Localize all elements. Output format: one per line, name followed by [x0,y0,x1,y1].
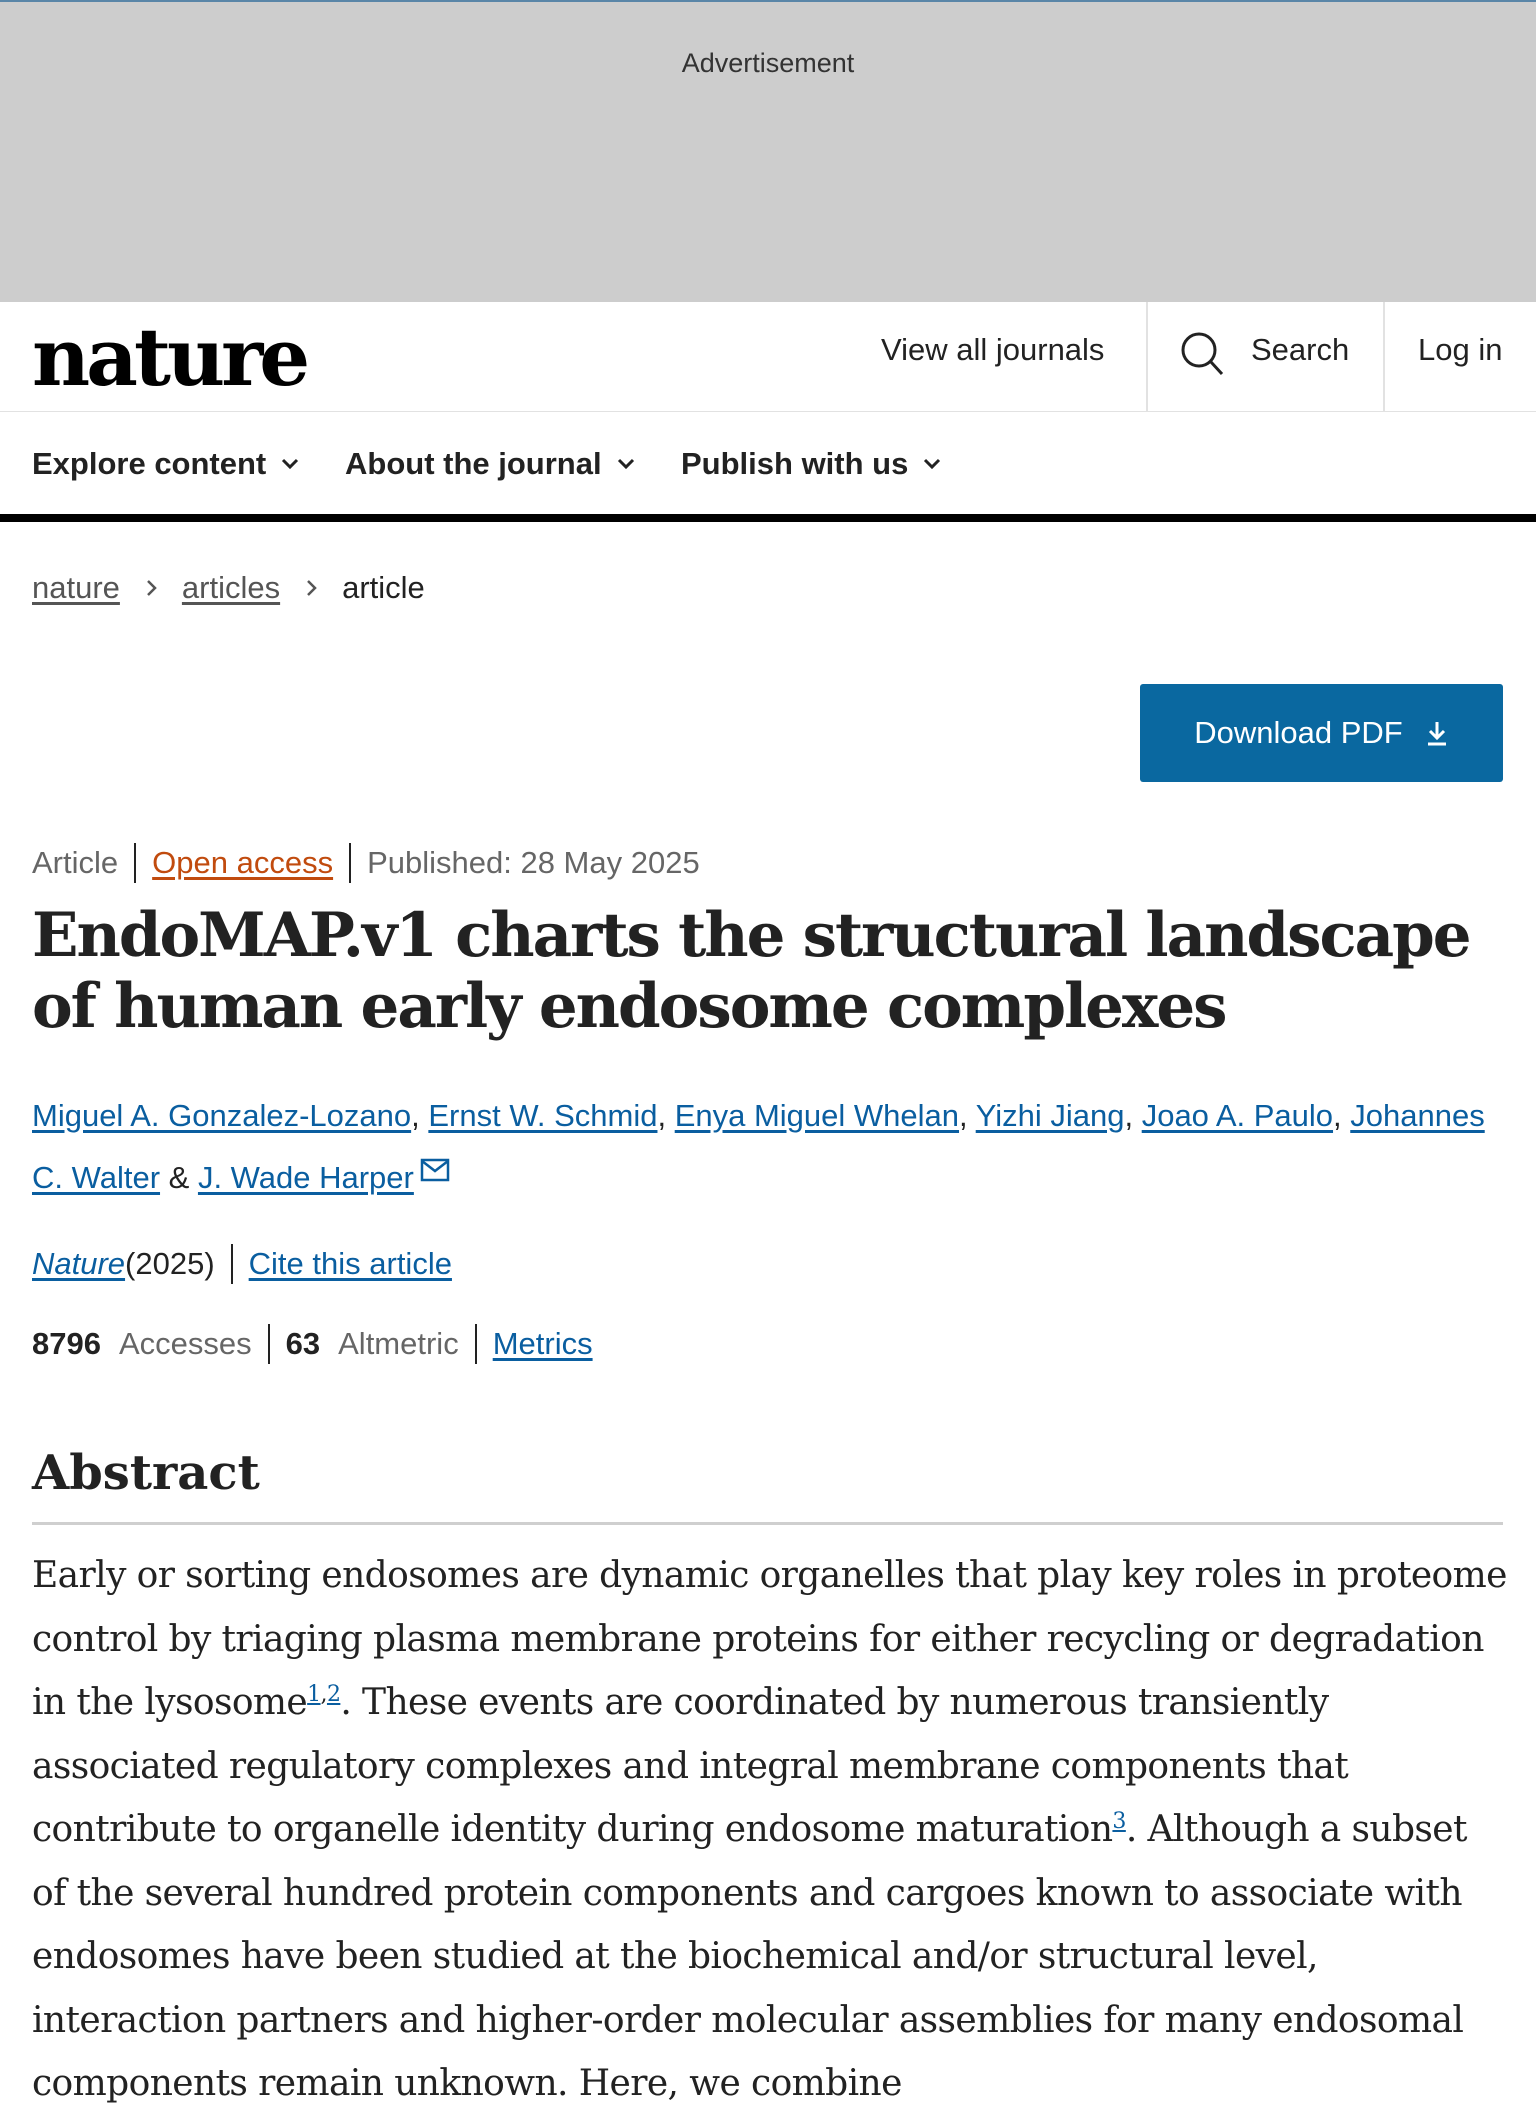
abstract-text-part: . These events are coordinated by numerous transiently associated regulatory complexes and integral membrane components that contribute to organelle identity during endosome maturation [32,1682,1349,1850]
author-list [32,1085,1512,1209]
download-icon [1425,719,1449,747]
metrics-row [32,1324,593,1364]
article-meta [32,843,700,883]
altmetric-count: 63 [285,1326,321,1361]
author-link[interactable]: Enya Miguel Whelan [674,1098,960,1133]
breadcrumb [32,570,425,606]
download-pdf-label: Download PDF [1194,715,1403,750]
publish-with-us-label: Publish with us [681,446,909,481]
reference-link[interactable]: 3 [1112,1809,1126,1834]
author-separator: , [1333,1098,1351,1133]
about-journal-label: About the journal [345,446,602,481]
breadcrumb-home-link[interactable]: nature [32,570,120,605]
advertisement-banner[interactable] [0,0,1536,302]
reference-superscript [307,1682,340,1707]
author-link[interactable]: Miguel A. Gonzalez-Lozano [32,1098,412,1133]
reference-separator: , [320,1682,327,1707]
abstract-text [32,1544,1507,2116]
header-divider [1146,302,1148,412]
chevron-down-icon [616,457,636,471]
publish-with-us-menu[interactable] [681,446,942,482]
chevron-down-icon [922,457,942,471]
abstract-divider [32,1522,1503,1525]
login-link[interactable]: Log in [1418,332,1503,367]
explore-content-label: Explore content [32,446,267,481]
article-title: EndoMAP.v1 charts the structural landscape of human early endosome complexes [32,900,1470,1042]
abstract-heading: Abstract [32,1445,260,1501]
chevron-down-icon [280,457,300,471]
breadcrumb-current: article [342,570,425,605]
chevron-right-icon [304,578,318,598]
header-divider [1383,302,1385,412]
download-pdf-button[interactable] [1140,684,1503,782]
divider [134,843,136,883]
author-link[interactable]: Johannes C. Walter [32,1098,1485,1195]
journal-link[interactable]: Nature [32,1246,126,1281]
divider [475,1324,477,1364]
chevron-right-icon [144,578,158,598]
site-header [0,302,1536,412]
publication-year: (2025) [125,1246,215,1281]
view-all-journals-link[interactable]: View all journals [881,332,1105,367]
author-link[interactable]: Ernst W. Schmid [428,1098,658,1133]
accesses-count: 8796 [32,1326,101,1361]
abstract-text-part: . Although a subset of the several hundred protein components and cargoes known to associate with endosomes have been studied at the biochemical and/or structural level, interaction partners and higher-order molecular assemblies for many endosomal components remain unknown. Here, we combine [32,1809,1467,2104]
author-separator: , [1124,1098,1142,1133]
divider [349,843,351,883]
published-date: Published: 28 May 2025 [367,845,700,880]
cite-article-link[interactable]: Cite this article [248,1246,452,1281]
accesses-label: Accesses [118,1326,252,1361]
secondary-nav [0,412,1536,522]
author-separator: , [959,1098,976,1133]
author-separator: & [160,1160,198,1195]
metrics-link[interactable]: Metrics [492,1326,593,1361]
search-icon[interactable] [1180,331,1224,377]
author-separator: , [657,1098,675,1133]
reference-superscript [1112,1809,1125,1834]
about-journal-menu[interactable] [345,446,636,482]
divider [231,1244,233,1284]
search-button[interactable]: Search [1251,332,1350,367]
explore-content-menu[interactable] [32,446,300,482]
reference-link[interactable]: 1 [307,1682,321,1707]
mail-icon[interactable] [420,1158,450,1182]
abstract-text-part: Early or sorting endosomes are dynamic organelles that play key roles in proteome control by triaging plasma membrane proteins for either recycling or degradation in the lysosome [32,1555,1507,1723]
divider [268,1324,270,1364]
nature-logo[interactable]: nature [32,310,307,404]
author-separator: , [411,1098,429,1133]
open-access-link[interactable]: Open access [152,845,334,880]
reference-link[interactable]: 2 [326,1682,341,1707]
altmetric-label: Altmetric [338,1326,459,1361]
article-type: Article [32,845,119,880]
author-link[interactable]: Joao A. Paulo [1141,1098,1334,1133]
breadcrumb-articles-link[interactable]: articles [181,570,281,605]
advertisement-label: Advertisement [681,48,855,78]
journal-citation-row [32,1244,452,1284]
author-link[interactable]: Yizhi Jiang [975,1098,1125,1133]
author-link[interactable]: J. Wade Harper [197,1160,414,1195]
